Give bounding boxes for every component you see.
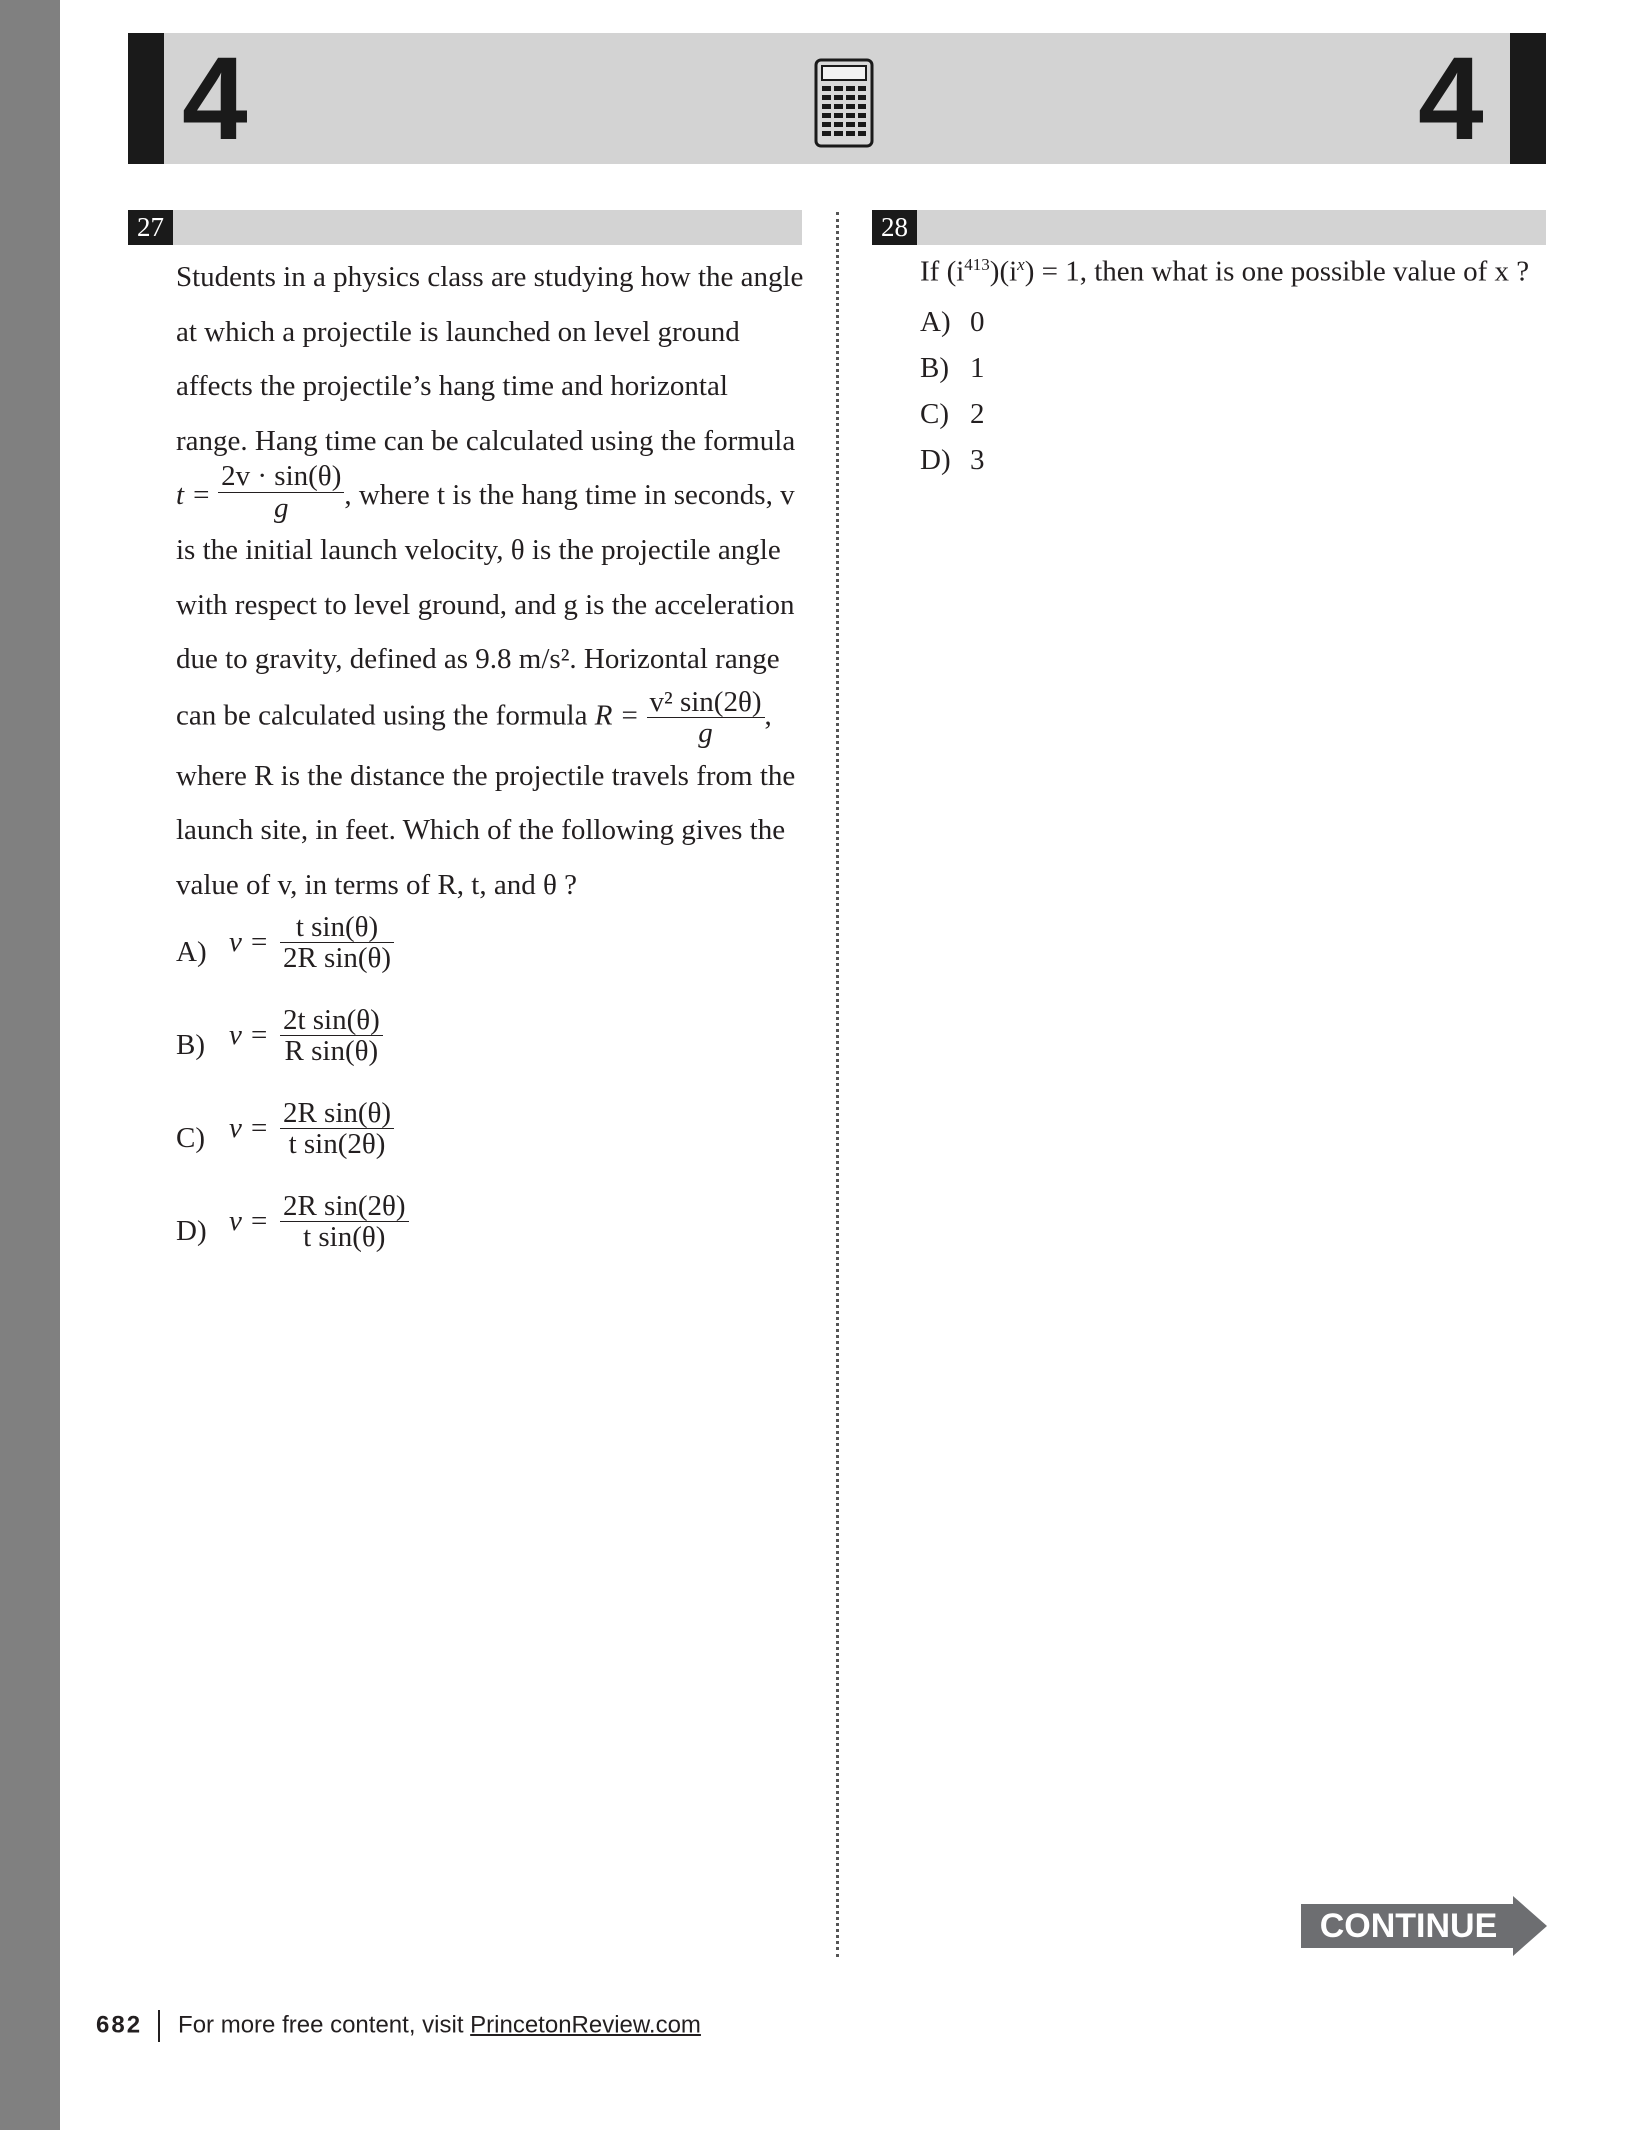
stem-line: is the initial launch velocity, θ is the projectile angle [176,534,781,567]
stem-line: due to gravity, defined as 9.8 m/s². Horizontal range [176,643,780,676]
choice-lhs: v = [229,926,269,959]
stem-line: where R is the distance the projectile travels from the [176,759,796,792]
choice-equation [229,1191,409,1253]
choice-denominator: t sin(2θ) [288,1128,386,1161]
choice-equation [229,1005,383,1067]
stem-line: range. Hang time can be calculated using the formula [176,424,796,457]
choice-letter: C) [176,1122,205,1154]
formula-t-fraction [218,461,344,523]
choice-lhs: v = [229,1205,269,1238]
choice-equation [229,912,394,974]
formula-r-lhs: R = [594,699,640,732]
choice-numerator: 2t sin(θ) [280,1005,383,1036]
choice-fraction [280,1098,394,1160]
choice-numerator: 2R sin(2θ) [280,1191,409,1222]
choice-letter: A) [920,306,951,338]
choice-28-b[interactable] [920,348,985,394]
formula-r-line [176,687,806,749]
choice-numerator: 2R sin(θ) [280,1098,394,1129]
question-28-number: 28 [872,210,917,245]
choice-28-c[interactable] [920,394,985,440]
choice-letter: D) [920,444,951,476]
formula-t-line [176,460,806,524]
stem-part: ) = 1, then what is one possible value of x ? [1024,255,1530,288]
choice-denominator: 2R sin(θ) [282,942,392,975]
question-27-stem [176,250,806,912]
stem-line: with respect to level ground, and g is the acceleration [176,588,795,621]
column-divider [836,212,839,1957]
choice-lhs: v = [229,1019,269,1052]
choice-fraction [280,1005,383,1067]
section-number-right: 4 [1418,33,1484,165]
choice-denominator: R sin(θ) [284,1035,379,1068]
calculator-icon [814,58,874,148]
stem-part: If (i [920,255,965,288]
question-28-stem [920,255,1529,289]
choice-letter: B) [176,1029,205,1061]
choice-letter: D) [176,1215,207,1247]
formula-r-fraction [647,687,765,749]
stem-line: affects the projectile’s hang time and horizontal [176,370,728,402]
formula-r-trailing: , [764,699,772,732]
formula-t-numerator: 2v · sin(θ) [218,461,344,492]
continue-button[interactable] [1301,1896,1547,1956]
choice-letter: B) [920,352,949,384]
formula-t-trailing: , where t is the hang time in seconds, v [344,479,795,511]
question-27-number: 27 [128,210,173,245]
stem-part: )(i [989,255,1018,288]
choice-lhs: v = [229,1112,269,1145]
formula-r-intro: can be calculated using the formula [176,699,588,732]
choice-letter: C) [920,398,949,430]
exponent-413: 413 [964,255,990,274]
choice-value: 0 [970,306,985,338]
choice-denominator: t sin(θ) [303,1221,386,1254]
footer-link[interactable]: PrincetonReview.com [470,2011,701,2039]
page-footer [96,2010,701,2042]
choice-28-a[interactable] [920,302,985,348]
choice-fraction [280,912,394,974]
formula-r-denominator: g [698,717,713,750]
choice-28-d[interactable] [920,440,985,486]
stem-line: value of v, in terms of R, t, and θ ? [176,868,578,901]
banner-bar-right [1510,33,1546,164]
banner-bar-left [128,33,164,164]
continue-label: CONTINUE [1319,1907,1498,1945]
choice-equation [229,1098,394,1160]
question-28-header [872,210,1546,245]
stem-line: at which a projectile is launched on level ground [176,315,740,348]
footer-text: For more free content, visit [178,2011,471,2039]
page-number: 682 [96,2011,143,2039]
question-28-choices [920,302,985,486]
question-27-header [128,210,802,245]
choice-numerator: t sin(θ) [280,912,394,943]
choice-value: 1 [970,352,985,384]
side-strip [0,0,60,2130]
stem-line: launch site, in feet. Which of the following gives the [176,814,786,847]
choice-letter: A) [176,936,207,968]
footer-separator [158,2010,160,2042]
formula-t-denominator: g [274,491,289,524]
stem-line: Students in a physics class are studying how the angle [176,261,804,293]
formula-t-lhs: t = [176,479,211,511]
formula-r-numerator: v² sin(2θ) [647,687,765,718]
exponent-x: x [1017,255,1025,274]
choice-fraction [280,1191,409,1253]
section-number-left: 4 [182,33,248,165]
choice-value: 3 [970,444,985,476]
choice-value: 2 [970,398,985,430]
